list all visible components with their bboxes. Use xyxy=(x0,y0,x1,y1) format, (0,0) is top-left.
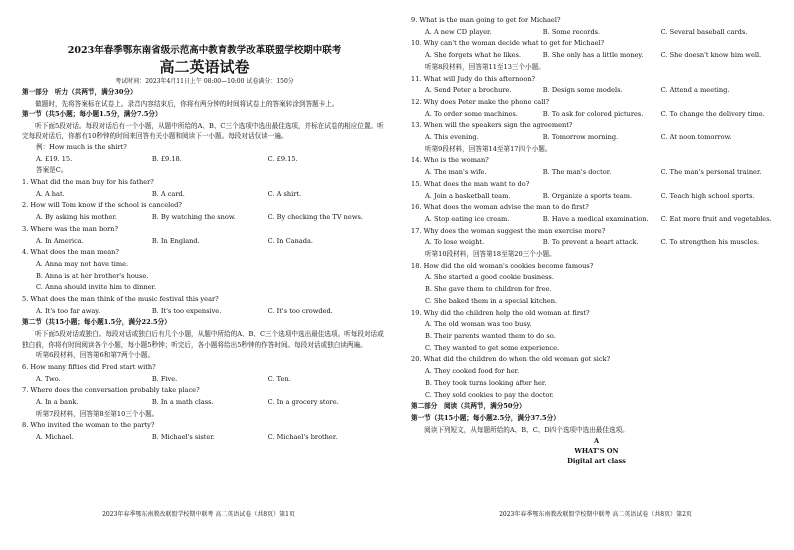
question: 2. How will Tom know if the school is canceled? xyxy=(22,201,182,210)
option: A. A hat. xyxy=(36,189,65,198)
question: 13. When will the speakers sign the agreement? xyxy=(411,121,573,130)
section-heading: 第一节（共5小题；每小题1.5分，满分7.5分） xyxy=(22,110,162,119)
options xyxy=(411,237,782,249)
option: B. Some records. xyxy=(542,27,601,36)
option: A. To order some machines. xyxy=(425,109,518,118)
options xyxy=(22,374,387,386)
example-options xyxy=(22,154,387,166)
option: A. By asking his mother. xyxy=(36,213,117,222)
page-footer: 2023年春季鄂东南教改联盟学校期中联考 高二英语试卷（共8页）第2页 xyxy=(499,511,692,518)
question: 14. Who is the woman? xyxy=(411,156,489,165)
question: 15. What does the man want to do? xyxy=(411,179,530,188)
option: A. It's too far away. xyxy=(36,306,101,315)
question: 1. What did the man buy for his father? xyxy=(22,178,154,187)
option: C. To change the delivery time. xyxy=(660,109,765,118)
option: A. The man's wife. xyxy=(425,168,487,177)
option: B. They took turns looking after her. xyxy=(425,378,547,387)
option: C. Attend a meeting. xyxy=(660,86,730,95)
exam-title: 高二英语试卷 xyxy=(159,58,250,76)
option: C. Teach high school sports. xyxy=(660,191,755,200)
question: 16. What does the woman advise the man to do first? xyxy=(411,203,589,212)
question: 6. How many fifties did Fred start with? xyxy=(22,362,156,371)
option: B. In England. xyxy=(151,236,200,245)
options xyxy=(22,236,387,248)
option: B. A card. xyxy=(151,189,185,198)
sub-instruction: 听第8段材料，回答第11至13三个小题。 xyxy=(425,62,545,71)
option: A. They cooked food for her. xyxy=(425,367,520,376)
part-heading: 第二部分 阅读（共两节，满分50分） xyxy=(411,402,526,411)
options xyxy=(22,212,387,224)
question: 10. Why can't the woman decide what to get for Michael? xyxy=(411,39,605,48)
options xyxy=(411,27,782,39)
question: 17. Why does the woman suggest the man exercise more? xyxy=(411,226,606,235)
option: A. Michael. xyxy=(36,433,74,442)
options xyxy=(411,132,782,144)
option: A. The old woman was too busy. xyxy=(425,320,532,329)
option: A. Join a basketball team. xyxy=(425,191,511,200)
option: A. This evening. xyxy=(425,133,479,142)
option: C. It's too crowded. xyxy=(267,306,333,315)
section-heading: 第二节（共15小题；每小题1.5分，满分22.5分） xyxy=(22,318,171,327)
options xyxy=(411,191,782,203)
options xyxy=(411,214,782,226)
page-2 xyxy=(397,0,794,550)
option: B. It's too expensive. xyxy=(151,306,222,315)
example-question: 例：How much is the shirt? xyxy=(36,142,127,151)
option: C. She baked them in a special kitchen. xyxy=(425,296,558,305)
option: B. The man's doctor. xyxy=(542,168,612,177)
option: A. To lose weight. xyxy=(425,238,485,247)
instruction: 听下面5段对话或独白。每段对话或独白后有几个小题，从题中所给的A、B、C三个选项中选出最佳选项。听每段对话或独白前，你将有时间阅读各个小题，每小题5秒钟；听完后，各小题将给出5秒钟的作答时间。每段对话或独白读两遍。 xyxy=(22,330,384,349)
section-heading: 第一节（共15小题；每小题2.5分，满分37.5分） xyxy=(411,413,560,422)
option: B. £9.18. xyxy=(151,154,182,163)
option: B. Organize a sports team. xyxy=(542,191,633,200)
question: 9. What is the man going to get for Michael? xyxy=(411,16,561,24)
option: B. Their parents wanted them to do so. xyxy=(425,331,556,340)
question: 3. Where was the man born? xyxy=(22,224,119,233)
option: B. Anna is at her brother's house. xyxy=(36,271,149,280)
option: C. In Canada. xyxy=(267,236,314,245)
question: 19. Why did the children help the old woman at first? xyxy=(411,308,590,317)
sub-instruction: 听第6段材料，回答第6和第7两个小题。 xyxy=(36,351,155,360)
example-answer: 答案是C。 xyxy=(36,166,68,175)
question: 12. Why does Peter make the phone call? xyxy=(411,97,549,106)
option: C. By checking the TV news. xyxy=(267,213,363,222)
passage-title: WHAT'S ON xyxy=(574,447,619,456)
option: C. Michael's brother. xyxy=(267,433,338,442)
option: B. To prevent a heart attack. xyxy=(542,238,639,247)
option: B. Michael's sister. xyxy=(151,433,215,442)
exam-info: 考试时间：2023年4月11日上午 08:00—10:00 试卷满分：150分 xyxy=(115,78,294,85)
options xyxy=(411,85,782,97)
options xyxy=(22,189,387,201)
option: B. Design some models. xyxy=(542,86,623,95)
options xyxy=(22,432,387,444)
options xyxy=(22,306,387,318)
option: A. She forgets what he likes. xyxy=(425,51,521,60)
options xyxy=(411,50,782,62)
sub-instruction: 听第10段材料，回答第18至第20三个小题。 xyxy=(425,250,556,259)
options xyxy=(411,167,782,179)
option: A. In a bank. xyxy=(36,397,79,406)
question: 11. What will Judy do this afternoon? xyxy=(411,74,536,83)
option: C. £9.15. xyxy=(267,154,298,163)
passage-letter: A xyxy=(593,437,600,446)
option: A. A new CD player. xyxy=(425,27,492,36)
option: C. They wanted to get some experience. xyxy=(425,343,560,352)
options xyxy=(22,397,387,409)
option: B. Tomorrow morning. xyxy=(542,133,619,142)
option: C. Eat more fruit and vegetables. xyxy=(660,214,772,223)
option: B. Five. xyxy=(151,374,178,383)
question: 7. Where does the conversation probably take place? xyxy=(22,386,200,395)
option: C. They sold cookies to pay the doctor. xyxy=(425,390,554,399)
option: C. Anna should invite him to dinner. xyxy=(36,283,157,292)
option: C. Ten. xyxy=(267,374,291,383)
options xyxy=(411,109,782,121)
sub-instruction: 听第7段材料，回答第8至第10三个小题。 xyxy=(36,409,159,418)
exam-header: 2023年春季鄂东南省级示范高中教育教学改革联盟学校期中联考 xyxy=(67,45,342,56)
option: A. £19. 15. xyxy=(36,154,73,163)
option: A. In America. xyxy=(36,236,84,245)
option: B. She gave them to children for free. xyxy=(425,285,552,294)
option: B. Have a medical examination. xyxy=(542,214,649,223)
instruction: 听下面5段对话。每段对话后有一个小题，从题中所给的A、B、C三个选项中选出最佳选项，并标在试卷的相应位置。听完每段对话后，你都有10秒钟的时间来回答有关小题和阅读下一小题。每段对话仅读一遍。 xyxy=(22,121,384,141)
instruction: 阅读下列短文，从每题所给的A、B、C、D四个选项中选出最佳选项。 xyxy=(411,425,629,434)
option: C. Several baseball cards. xyxy=(660,27,748,36)
option: C. A shirt. xyxy=(267,189,302,198)
question: 5. What does the man think of the music festival this year? xyxy=(22,295,219,304)
option: A. Stop eating ice cream. xyxy=(425,214,510,223)
question: 20. What did the children do when the old woman got sick? xyxy=(411,355,611,364)
option: A. Two. xyxy=(36,374,61,383)
option: B. In a math class. xyxy=(151,397,214,406)
option: B. By watching the snow. xyxy=(151,213,236,222)
question: 8. Who invited the woman to the party? xyxy=(22,421,155,430)
page-footer: 2023年春季鄂东南教改联盟学校期中联考 高二英语试卷（共8页）第1页 xyxy=(102,511,295,518)
passage-subtitle: Digital art class xyxy=(567,457,626,466)
option: C. In a grocery store. xyxy=(267,397,339,406)
option: C. She doesn't know him well. xyxy=(660,51,762,60)
option: C. To strengthen his muscles. xyxy=(660,238,760,247)
option: A. Send Peter a brochure. xyxy=(425,86,512,95)
sub-instruction: 听第9段材料，回答第14至第17四个小题。 xyxy=(425,144,552,153)
question: 18. How did the old woman's cookies become famous? xyxy=(411,261,594,270)
question: 4. What does the man mean? xyxy=(22,248,119,257)
part-heading: 第一部分 听力（共两节，满分30分） xyxy=(22,88,137,96)
option: C. The man's personal trainer. xyxy=(660,168,762,177)
option: C. At noon tomorrow. xyxy=(660,133,732,142)
option: B. To ask for colored pictures. xyxy=(542,109,644,118)
option: A. Anna may not have time. xyxy=(36,259,129,268)
option: A. She started a good cookie business. xyxy=(425,273,554,282)
option: B. She only has a little money. xyxy=(542,51,644,60)
instruction: 做题时，先将答案标在试卷上。录音内容结束后，你将有两分钟的时间将试卷上的答案转涂到答题卡上。 xyxy=(22,99,339,108)
